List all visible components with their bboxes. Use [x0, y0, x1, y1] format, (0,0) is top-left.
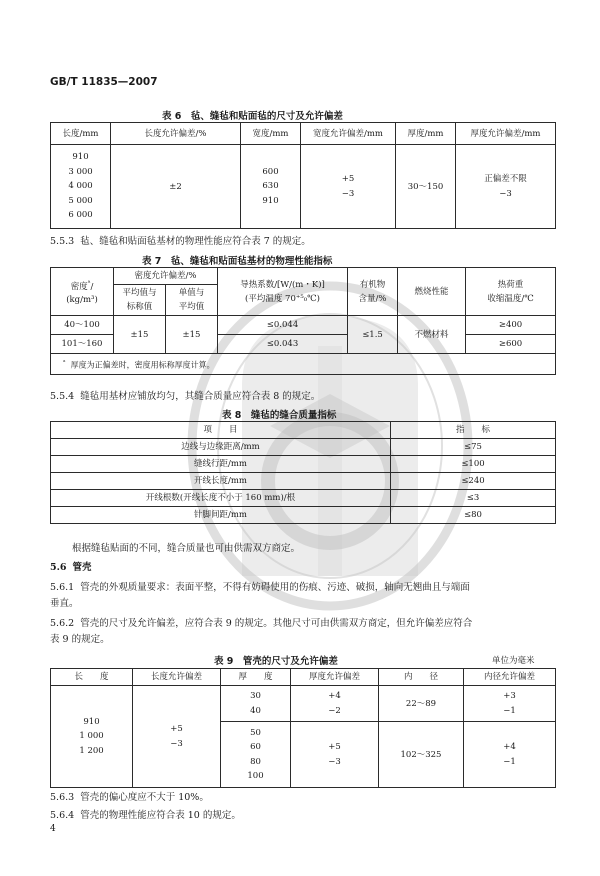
table8-header-row: [51, 422, 556, 439]
table7-avg-tol: ±15: [114, 316, 166, 354]
table6-header-length: 长度/mm: [51, 123, 111, 145]
cell-value: −1: [503, 705, 516, 716]
footnote-text: 厚度为正偏差时，密度用标称厚度计算。: [70, 360, 215, 370]
paragraph-5-6-1: [50, 580, 470, 612]
cell-value: 40: [250, 705, 261, 716]
table9-inner-group1: 22～89: [379, 686, 464, 722]
table9-thickness-tol-group1: [291, 686, 379, 722]
table6-header-width: 宽度/mm: [241, 123, 301, 145]
table7-organic: ≤1.5: [348, 316, 398, 354]
table7-single-tol: ±15: [166, 316, 218, 354]
table-row: [51, 456, 556, 473]
clause-number: 5.6.3: [50, 792, 75, 803]
cell-value: 1 200: [79, 745, 104, 756]
cell-value: 50: [250, 727, 261, 738]
table7-density-1: 40～100: [51, 316, 114, 335]
table9-lengths: [51, 686, 133, 788]
table9-unit: 单位为毫米: [492, 656, 535, 666]
table8-item: 开线根数(开线长度不小于 160 mm)/根: [51, 490, 391, 507]
header-text: 导热系数/[W/(m・K)]: [240, 279, 325, 290]
footnote-mark: ᵃ: [87, 277, 91, 287]
header-text: 热荷重: [497, 279, 524, 290]
footnote-mark: ᵃ: [63, 358, 66, 366]
table-row: [51, 686, 556, 722]
table7-header-density-tol: 密度允许偏差/%: [114, 268, 218, 285]
table7-combustion: 不燃材料: [398, 316, 466, 354]
table9-header-inner-tol: 内径允许偏差: [464, 669, 556, 686]
cell-value: −3: [328, 756, 341, 767]
cell-value: +5: [170, 724, 183, 734]
table6-data-row: [51, 145, 556, 229]
cell-value: −3: [170, 738, 183, 749]
table6-lengths: [51, 145, 111, 229]
cell-value: 100: [247, 771, 264, 781]
cell-value: 910: [262, 195, 279, 206]
table7-header-organic: [348, 268, 398, 316]
header-text: (kg/m³): [66, 295, 98, 306]
header-text: (平均温度 70⁺⁵₀℃): [245, 293, 320, 304]
clause-number: 5.6.4: [50, 810, 75, 821]
table6-header-row: [51, 123, 556, 145]
table9: [50, 668, 556, 788]
clause-number: 5.6: [50, 562, 67, 573]
cell-value: 910: [83, 716, 100, 727]
table7-heat-2: ≥600: [466, 335, 556, 354]
table9-length-tol: [133, 686, 221, 788]
table-row: [51, 507, 556, 524]
section-title: 管壳: [72, 562, 92, 573]
table8-item: 边线与边缘距离/mm: [51, 439, 391, 456]
table7-header-avg: [114, 285, 166, 316]
header-text: 标称值: [126, 302, 153, 312]
cell-value: 3 000: [68, 166, 93, 177]
table8-value: ≤100: [391, 456, 556, 473]
table6-thickness-tol: [456, 145, 556, 229]
cell-value: +5: [328, 742, 341, 752]
table6-length-tol: ±2: [111, 145, 241, 229]
table8-value: ≤75: [391, 439, 556, 456]
header-text: 含量/%: [358, 293, 387, 304]
table9-header-length-tol: 长度允许偏差: [133, 669, 221, 686]
table9-inner-tol-group1: [464, 686, 556, 722]
paragraph-5-6-2: [50, 616, 472, 648]
table9-header-inner-diameter: 内 径: [379, 669, 464, 686]
cell-value: 1 000: [79, 731, 104, 742]
header-text: 单值与: [178, 288, 205, 298]
clause-text: 管壳的物理性能应符合表 10 的规定。: [80, 810, 241, 821]
header-text: /: [90, 281, 94, 292]
table-row: [51, 473, 556, 490]
clause-text: 管壳的尺寸及允许偏差，应符合表 9 的规定。其他尺寸可由供需双方商定，但允许偏差应符合: [80, 618, 473, 629]
cell-value: +4: [503, 742, 516, 752]
table8-value: ≤240: [391, 473, 556, 490]
header-text: 平均值与: [122, 288, 157, 298]
cell-value: −3: [341, 188, 355, 199]
cell-value: −3: [499, 188, 512, 199]
table9-header-thickness: 厚 度: [221, 669, 291, 686]
paragraph-text: 根据缝毡贴面的不同，缝合质量也可由供需双方商定。: [72, 543, 301, 554]
paragraph-5-5-3: [50, 234, 311, 250]
table7-header-density: [51, 268, 114, 316]
table7-density-2: 101～160: [51, 335, 114, 354]
table7-header-heat-shrink: [466, 268, 556, 316]
cell-value: 60: [250, 742, 261, 752]
table6-header-thickness: 厚度/mm: [396, 123, 456, 145]
table9-thickness-tol-group2: [291, 722, 379, 788]
paragraph-table8-note: [72, 541, 300, 557]
table8-header-index: 指 标: [391, 422, 556, 439]
table6-thickness: 30～150: [396, 145, 456, 229]
cell-value: 4 000: [68, 181, 93, 192]
table-row: [51, 316, 556, 335]
table8: [50, 421, 556, 524]
table7-conduct-2: ≤0.043: [218, 335, 348, 354]
table6-header-thickness-tol: 厚度允许偏差/mm: [456, 123, 556, 145]
table7-header-conductivity: [218, 268, 348, 316]
header-text: 密度: [70, 281, 88, 292]
clause-number: 5.6.2: [50, 618, 75, 629]
table6-caption: 表 6 毡、缝毡和贴面毡的尺寸及允许偏差: [162, 111, 343, 122]
cell-value: −1: [503, 756, 516, 767]
table-row: [51, 490, 556, 507]
cell-value: +4: [328, 691, 341, 701]
standard-number: GB/T 11835—2007: [50, 76, 158, 88]
clause-text: 缝毡用基材应铺放均匀，其缝合质量应符合表 8 的规定。: [80, 391, 321, 402]
table7-conduct-1: ≤0.044: [218, 316, 348, 335]
table7-header-single: [166, 285, 218, 316]
header-text: 有机物: [359, 279, 386, 290]
clause-text: 毡、缝毡和贴面毡基材的物理性能应符合表 7 的规定。: [80, 236, 311, 247]
clause-number: 5.6.1: [50, 582, 75, 593]
table7-note-row: [51, 354, 556, 375]
paragraph-5-6-3: [50, 790, 209, 806]
table7-header-row-1: [51, 268, 556, 285]
clause-text: 管壳的偏心度应不大于 10%。: [80, 792, 209, 803]
table6-widths: [241, 145, 301, 229]
table8-item: 针脚间距/mm: [51, 507, 391, 524]
table8-caption: 表 8 缝毡的缝合质量指标: [222, 410, 337, 421]
table9-inner-group2: 102～325: [379, 722, 464, 788]
table9-caption: 表 9 管壳的尺寸及允许偏差: [214, 656, 338, 667]
clause-number: 5.5.4: [50, 391, 75, 402]
table8-value: ≤3: [391, 490, 556, 507]
table8-item: 开线长度/mm: [51, 473, 391, 490]
paragraph-5-6-4: [50, 808, 241, 824]
table6-header-length-tol: 长度允许偏差/%: [111, 123, 241, 145]
paragraph-5-5-4: [50, 389, 320, 405]
table6-width-tol: [301, 145, 396, 229]
cell-value: 600: [262, 166, 279, 177]
cell-value: 30: [250, 691, 261, 701]
header-text: 平均值: [178, 302, 205, 312]
clause-text: 管壳的外观质量要求：表面平整，不得有妨碍使用的伤痕、污迹、破损，轴向无翘曲且与端面: [80, 582, 470, 593]
table9-header-length: 长 度: [51, 669, 133, 686]
table7-header-combustion: 燃烧性能: [398, 268, 466, 316]
table7-caption: 表 7 毡、缝毡和贴面毡基材的物理性能指标: [142, 256, 333, 267]
cell-value: +3: [503, 691, 516, 701]
table8-header-item: 项 目: [51, 422, 391, 439]
cell-value: 910: [72, 152, 89, 163]
cell-value: −2: [328, 705, 341, 716]
section-5-6-heading: [50, 560, 92, 576]
cell-value: 6 000: [68, 210, 93, 221]
table6-header-width-tol: 宽度允许偏差/mm: [301, 123, 396, 145]
table9-thickness-group1: [221, 686, 291, 722]
clause-number: 5.5.3: [50, 236, 75, 247]
table9-inner-tol-group2: [464, 722, 556, 788]
table9-header-row: [51, 669, 556, 686]
cell-value: 正偏差不限: [484, 174, 527, 184]
page-number: 4: [50, 824, 56, 834]
cell-value: +5: [341, 174, 355, 184]
cell-value: 630: [262, 181, 279, 192]
clause-text-continued: 垂直。: [50, 598, 79, 609]
table9-header-thickness-tol: 厚度允许偏差: [291, 669, 379, 686]
table7-footnote: [51, 354, 556, 375]
table7: [50, 267, 556, 375]
table8-value: ≤80: [391, 507, 556, 524]
table6: [50, 122, 556, 229]
header-text: 收缩温度/℃: [487, 293, 534, 304]
cell-value: 80: [250, 756, 261, 767]
table-row: [51, 439, 556, 456]
table9-thickness-group2: [221, 722, 291, 788]
clause-text-continued: 表 9 的规定。: [50, 634, 110, 645]
table8-item: 缝线行距/mm: [51, 456, 391, 473]
cell-value: 5 000: [68, 195, 93, 206]
table7-heat-1: ≥400: [466, 316, 556, 335]
